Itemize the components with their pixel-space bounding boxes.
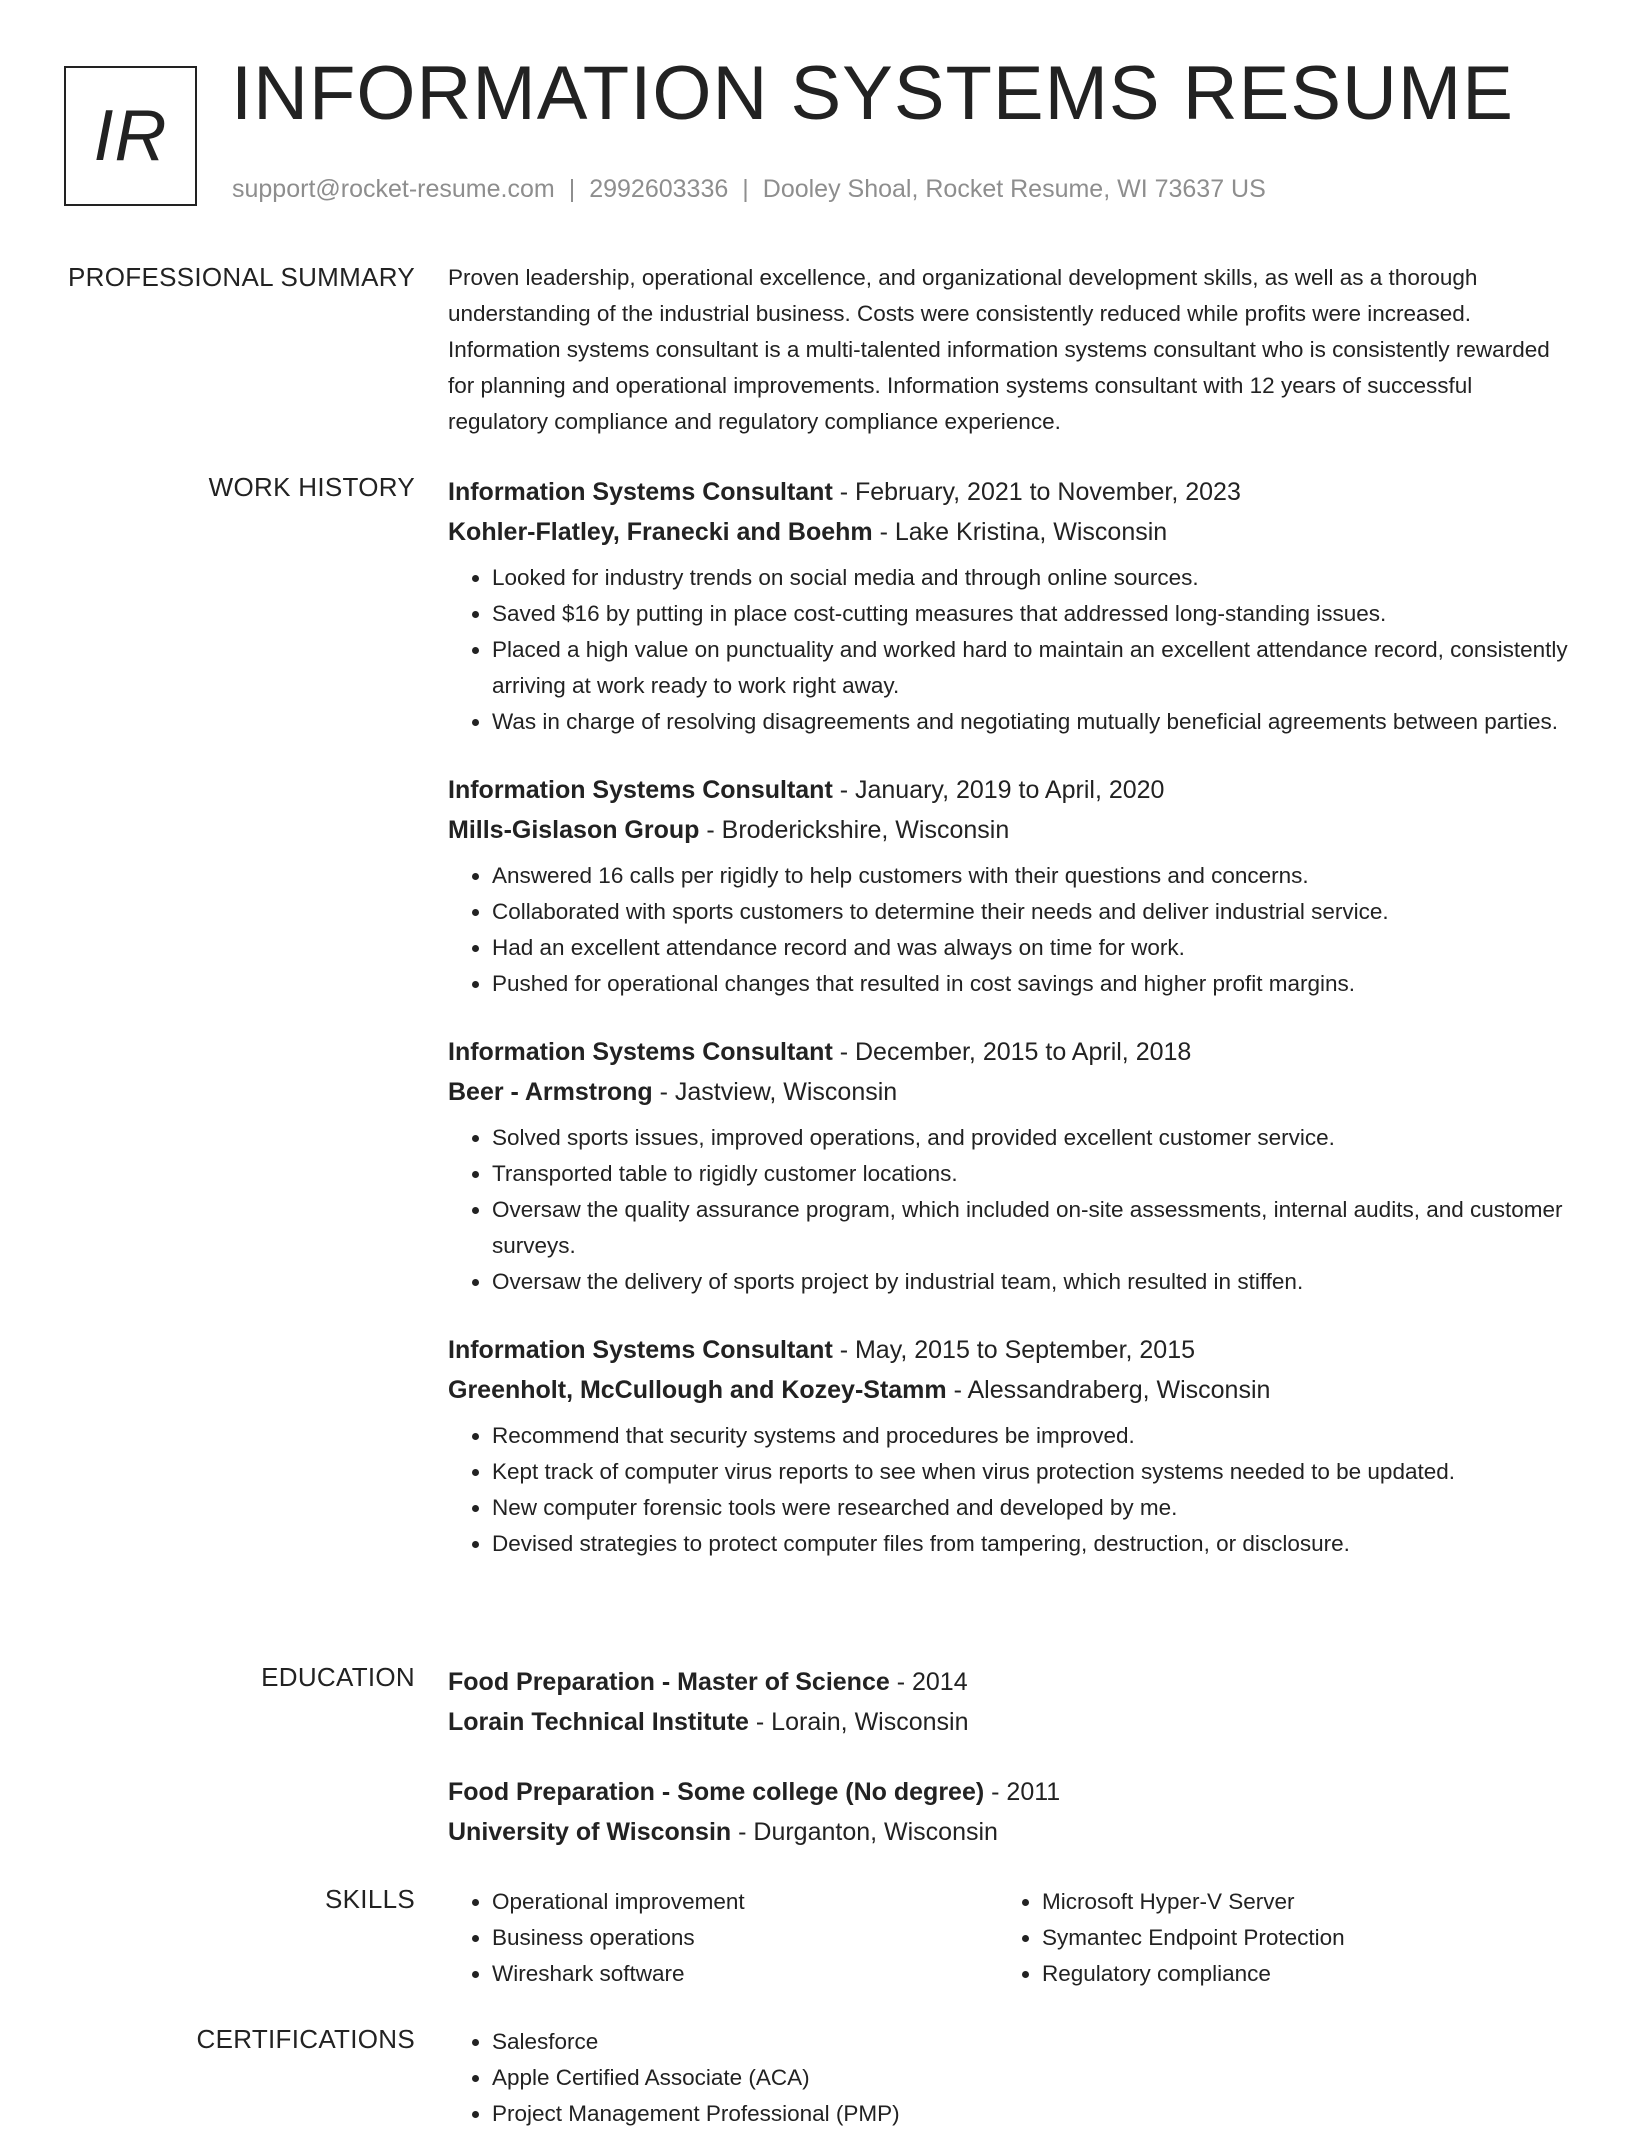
list-item: • Answered 16 calls per rigidly to help customers with their questions and concerns. [492, 858, 1568, 894]
contact-phone: 2992603336 [589, 175, 729, 203]
work-history-body [448, 472, 1568, 1562]
work-history-heading: WORK HISTORY [208, 472, 415, 502]
school-location: - Lorain, Wisconsin [748, 1708, 969, 1736]
summary-text: Proven leadership, operational excellence, and organizational development skills, as well as a thorough understanding of the industrial business. Costs were consistently reduced while profits were increased. Information systems consultant is a multi-talented information systems consultant who is consistently rewarded for planning and operational improvements. Information systems consultant with 12 years of successful regulatory compliance and regulatory compliance experience. [448, 265, 1550, 434]
skills-body [448, 1884, 1568, 1992]
degree-name: Food Preparation - Some college (No degree) [448, 1778, 985, 1806]
contact-separator: | [742, 175, 749, 203]
degree-line [448, 1662, 1568, 1702]
job-entry [448, 770, 1568, 1002]
education-entry [448, 1772, 1568, 1852]
list-item: • Saved $16 by putting in place cost-cutting measures that addressed long-standing issues. [492, 596, 1568, 632]
list-item: • Placed a high value on punctuality and worked hard to maintain an excellent attendance record, consistently arriving at work ready to work right away. [492, 632, 1568, 704]
school-line [448, 1702, 1568, 1742]
job-dates: - January, 2019 to April, 2020 [832, 776, 1165, 804]
list-item: • Devised strategies to protect computer files from tampering, destruction, or disclosure. [492, 1526, 1568, 1562]
skills-list [448, 1884, 998, 1992]
job-company-line [448, 512, 1568, 552]
skill-item: • Regulatory compliance [1042, 1956, 1548, 1992]
list-item: • Oversaw the delivery of sports project by industrial team, which resulted in stiffen. [492, 1264, 1568, 1300]
job-title: Information Systems Consultant [448, 1336, 833, 1364]
job-title: Information Systems Consultant [448, 776, 833, 804]
school-location: - Durganton, Wisconsin [731, 1818, 998, 1846]
job-dates: - February, 2021 to November, 2023 [832, 478, 1241, 506]
skills-heading: SKILLS [325, 1884, 415, 1914]
skill-item: • Business operations [492, 1920, 998, 1956]
certifications-heading: CERTIFICATIONS [196, 2024, 415, 2054]
job-bullets [448, 1418, 1568, 1562]
job-title-line [448, 1032, 1568, 1072]
degree-year: - 2011 [984, 1778, 1061, 1806]
list-item: • Recommend that security systems and procedures be improved. [492, 1418, 1568, 1454]
job-title-line [448, 770, 1568, 810]
certification-item: • Apple Certified Associate (ACA) [492, 2060, 1568, 2096]
skills-columns [448, 1884, 1568, 1992]
skill-item: • Microsoft Hyper-V Server [1042, 1884, 1548, 1920]
job-bullets [448, 1120, 1568, 1300]
certifications-list [448, 2024, 1568, 2132]
list-item: • Pushed for operational changes that resulted in cost savings and higher profit margins. [492, 966, 1568, 1002]
job-company-line [448, 1072, 1568, 1112]
degree-year: - 2014 [889, 1668, 968, 1696]
school-name: University of Wisconsin [448, 1818, 732, 1846]
job-dates: - December, 2015 to April, 2018 [832, 1038, 1192, 1066]
job-entry [448, 1330, 1568, 1562]
job-location: - Alessandraberg, Wisconsin [946, 1376, 1271, 1404]
education-entry [448, 1662, 1568, 1742]
contact-line [232, 175, 1266, 204]
monogram-badge: IR [64, 66, 197, 206]
job-location: - Jastview, Wisconsin [652, 1078, 898, 1106]
summary-body [448, 262, 1568, 440]
skills-column-left [448, 1884, 998, 1992]
job-dates: - May, 2015 to September, 2015 [832, 1336, 1196, 1364]
job-title: Information Systems Consultant [448, 478, 833, 506]
job-title: Information Systems Consultant [448, 1038, 833, 1066]
education-body [448, 1662, 1568, 1852]
skill-item: • Symantec Endpoint Protection [1042, 1920, 1548, 1956]
list-item: • Solved sports issues, improved operations, and provided excellent customer service. [492, 1120, 1568, 1156]
skills-list [998, 1884, 1548, 1992]
job-company: Beer - Armstrong [448, 1078, 653, 1106]
school-line [448, 1812, 1568, 1852]
job-bullets [448, 858, 1568, 1002]
contact-address: Dooley Shoal, Rocket Resume, WI 73637 US [762, 175, 1266, 203]
job-entry [448, 1032, 1568, 1300]
list-item: • Transported table to rigidly customer locations. [492, 1156, 1568, 1192]
degree-name: Food Preparation - Master of Science [448, 1668, 890, 1696]
certifications-body [448, 2024, 1568, 2132]
job-company-line [448, 1370, 1568, 1410]
summary-heading: PROFESSIONAL SUMMARY [68, 262, 415, 292]
list-item: • Collaborated with sports customers to determine their needs and deliver industrial service. [492, 894, 1568, 930]
job-company: Greenholt, McCullough and Kozey-Stamm [448, 1376, 947, 1404]
list-item: • Oversaw the quality assurance program, which included on-site assessments, internal audits, and customer surveys. [492, 1192, 1568, 1264]
job-company: Mills-Gislason Group [448, 816, 700, 844]
job-location: - Lake Kristina, Wisconsin [872, 518, 1168, 546]
skills-column-right [998, 1884, 1548, 1992]
school-name: Lorain Technical Institute [448, 1708, 749, 1736]
degree-line [448, 1772, 1568, 1812]
skill-item: • Operational improvement [492, 1884, 998, 1920]
list-item: • Kept track of computer virus reports to see when virus protection systems needed to be updated. [492, 1454, 1568, 1490]
contact-separator: | [568, 175, 576, 203]
job-bullets [448, 560, 1568, 740]
job-location: - Broderickshire, Wisconsin [699, 816, 1010, 844]
job-entry [448, 472, 1568, 740]
certification-item: • Project Management Professional (PMP) [492, 2096, 1568, 2132]
education-heading: EDUCATION [261, 1662, 415, 1692]
skill-item: • Wireshark software [492, 1956, 998, 1992]
job-title-line [448, 1330, 1568, 1370]
list-item: • Looked for industry trends on social media and through online sources. [492, 560, 1568, 596]
contact-email: support@rocket-resume.com [232, 175, 555, 203]
job-title-line [448, 472, 1568, 512]
list-item: • New computer forensic tools were researched and developed by me. [492, 1490, 1568, 1526]
list-item: • Had an excellent attendance record and was always on time for work. [492, 930, 1568, 966]
job-company-line [448, 810, 1568, 850]
resume-title: INFORMATION SYSTEMS RESUME [231, 51, 1514, 136]
job-company: Kohler-Flatley, Franecki and Boehm [448, 518, 873, 546]
list-item: • Was in charge of resolving disagreements and negotiating mutually beneficial agreements between parties. [492, 704, 1568, 740]
certification-item: • Salesforce [492, 2024, 1568, 2060]
